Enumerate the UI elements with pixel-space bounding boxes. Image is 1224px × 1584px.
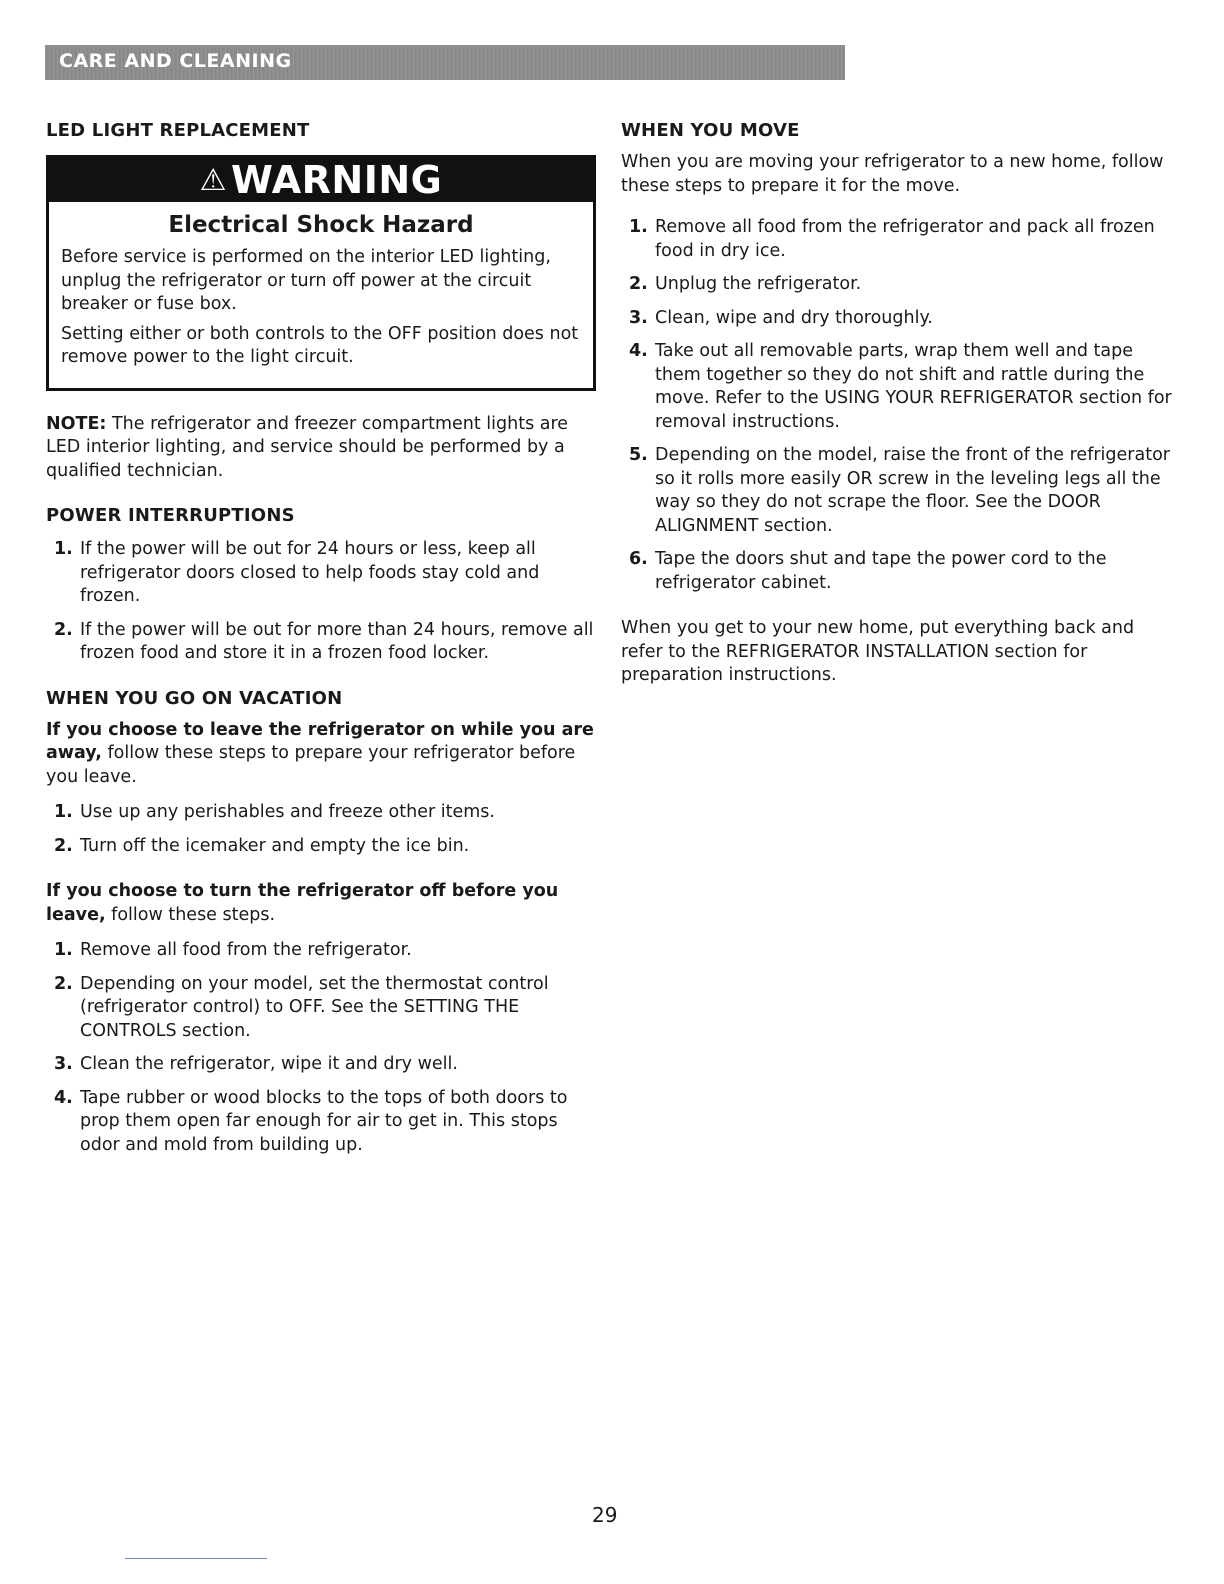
section-header-bar [45,45,845,80]
warning-header [49,158,593,202]
item-text: If the power will be out for 24 hours or less, keep all refrigerator doors closed to help foods stay cold and frozen. [80,539,540,606]
section-reference: USING YOUR REFRIGERATOR [824,388,1074,408]
page-number: 29 [592,1503,618,1527]
item-number: 2. [54,973,73,994]
note-text: The refrigerator and freezer compartment lights are LED interior lighting, and service should be performed by a qualified technician. [46,413,569,481]
item-number: 1. [629,217,648,237]
item-number: 5. [629,445,648,465]
list-item [621,444,1176,538]
item-number: 1. [54,940,73,960]
item-text: Turn off the icemaker and empty the ice bin. [80,835,470,856]
vacation-heading: WHEN YOU GO ON VACATION [46,687,343,709]
item-number: 2. [629,274,648,294]
list-item [46,1053,596,1077]
section-title: CARE AND CLEANING [59,50,292,72]
item-number: 1. [54,539,73,559]
list-item [46,973,596,1044]
list-item [46,538,596,609]
item-number: 1. [54,802,73,822]
item-text: If the power will be out for more than 24 hours, remove all frozen food and store it in a frozen food locker. [80,619,594,663]
warning-title: WARNING [231,158,443,202]
list-item [621,548,1176,595]
vacation-lead-off [46,880,596,927]
item-text: section. [758,515,833,536]
item-text: Tape the doors shut and tape the power cord to the refrigerator cabinet. [655,549,1107,593]
right-column [621,120,1176,688]
item-number: 3. [54,1054,73,1074]
outro-text: When you get to your new home, put everything back and refer to the [621,618,1135,662]
vacation-lead-on [46,719,596,790]
item-text: Remove all food from the refrigerator. [80,940,412,960]
lead-text: follow these steps. [105,904,276,925]
item-text: section for removal instructions. [655,388,1172,432]
list-item [46,1087,596,1158]
item-text: Depending on the model, raise the front of the refrigerator so it rolls more easily OR screw in the leveling legs all the way so they do not scrape the floor. See the [655,445,1170,512]
warning-box [46,155,596,391]
list-item [46,939,596,963]
list-item [621,273,1176,297]
footer-rule [125,1558,267,1559]
item-number: 4. [629,341,648,361]
item-number: 2. [54,619,73,640]
lead-bold: If you choose to turn the refrigerator off before you leave, [46,881,559,925]
lead-text: follow these steps to prepare your refrigerator before you leave. [46,743,576,787]
vacation-off-list [46,939,596,1157]
move-intro: When you are moving your refrigerator to a new home, follow these steps to prepare it for the move. [621,152,1164,196]
item-number: 4. [54,1087,73,1108]
item-number: 2. [54,835,73,856]
warning-paragraph-2: Setting either or both controls to the OFF position does not remove power to the light circuit. [61,323,579,367]
list-item [46,801,596,825]
lead-bold: If you choose to leave the refrigerator on while you are away, [46,719,594,763]
section-reference: SETTING THE CONTROLS [80,997,520,1041]
move-outro [621,617,1176,688]
warning-triangle-icon: ⚠ [199,163,228,198]
list-item [621,216,1176,263]
item-text: Tape rubber or wood blocks to the tops of both doors to prop them open far enough for air to get in. This stops odor and mold from building up. [80,1087,568,1155]
section-reference: DOOR ALIGNMENT [655,492,1101,536]
list-item [46,619,596,666]
note-paragraph [46,413,596,484]
warning-paragraph-1: Before service is performed on the interior LED lighting, unplug the refrigerator or turn off power at the circuit breaker or fuse box. [61,247,551,314]
list-item [621,340,1176,434]
vacation-on-list [46,801,596,858]
note-label: NOTE: [46,413,107,434]
item-text: Take out all removable parts, wrap them well and tape them together so they do not shift and rattle during the move. Refer to the [655,341,1145,408]
item-text: Unplug the refrigerator. [655,274,862,294]
item-text: Depending on your model, set the thermostat control (refrigerator control) to OFF. See the [80,973,549,1017]
move-heading: WHEN YOU MOVE [621,120,800,141]
warning-body [49,202,593,388]
led-heading: LED LIGHT REPLACEMENT [46,120,310,141]
left-column [46,120,596,1179]
section-reference: REFRIGERATOR INSTALLATION [725,641,990,662]
power-heading: POWER INTERRUPTIONS [46,505,295,526]
list-item [46,835,596,859]
hazard-title: Electrical Shock Hazard [168,212,474,238]
list-item [621,307,1176,331]
item-number: 6. [629,549,648,569]
item-text: Use up any perishables and freeze other items. [80,802,495,822]
item-text: Clean the refrigerator, wipe it and dry well. [80,1054,458,1074]
move-list [621,216,1176,595]
item-text: Remove all food from the refrigerator and pack all frozen food in dry ice. [655,217,1155,261]
item-text: Clean, wipe and dry thoroughly. [655,307,933,328]
item-number: 3. [629,307,648,328]
outro-text: section for preparation instructions. [621,641,1088,685]
item-text: section. [176,1020,251,1041]
power-list [46,538,596,666]
